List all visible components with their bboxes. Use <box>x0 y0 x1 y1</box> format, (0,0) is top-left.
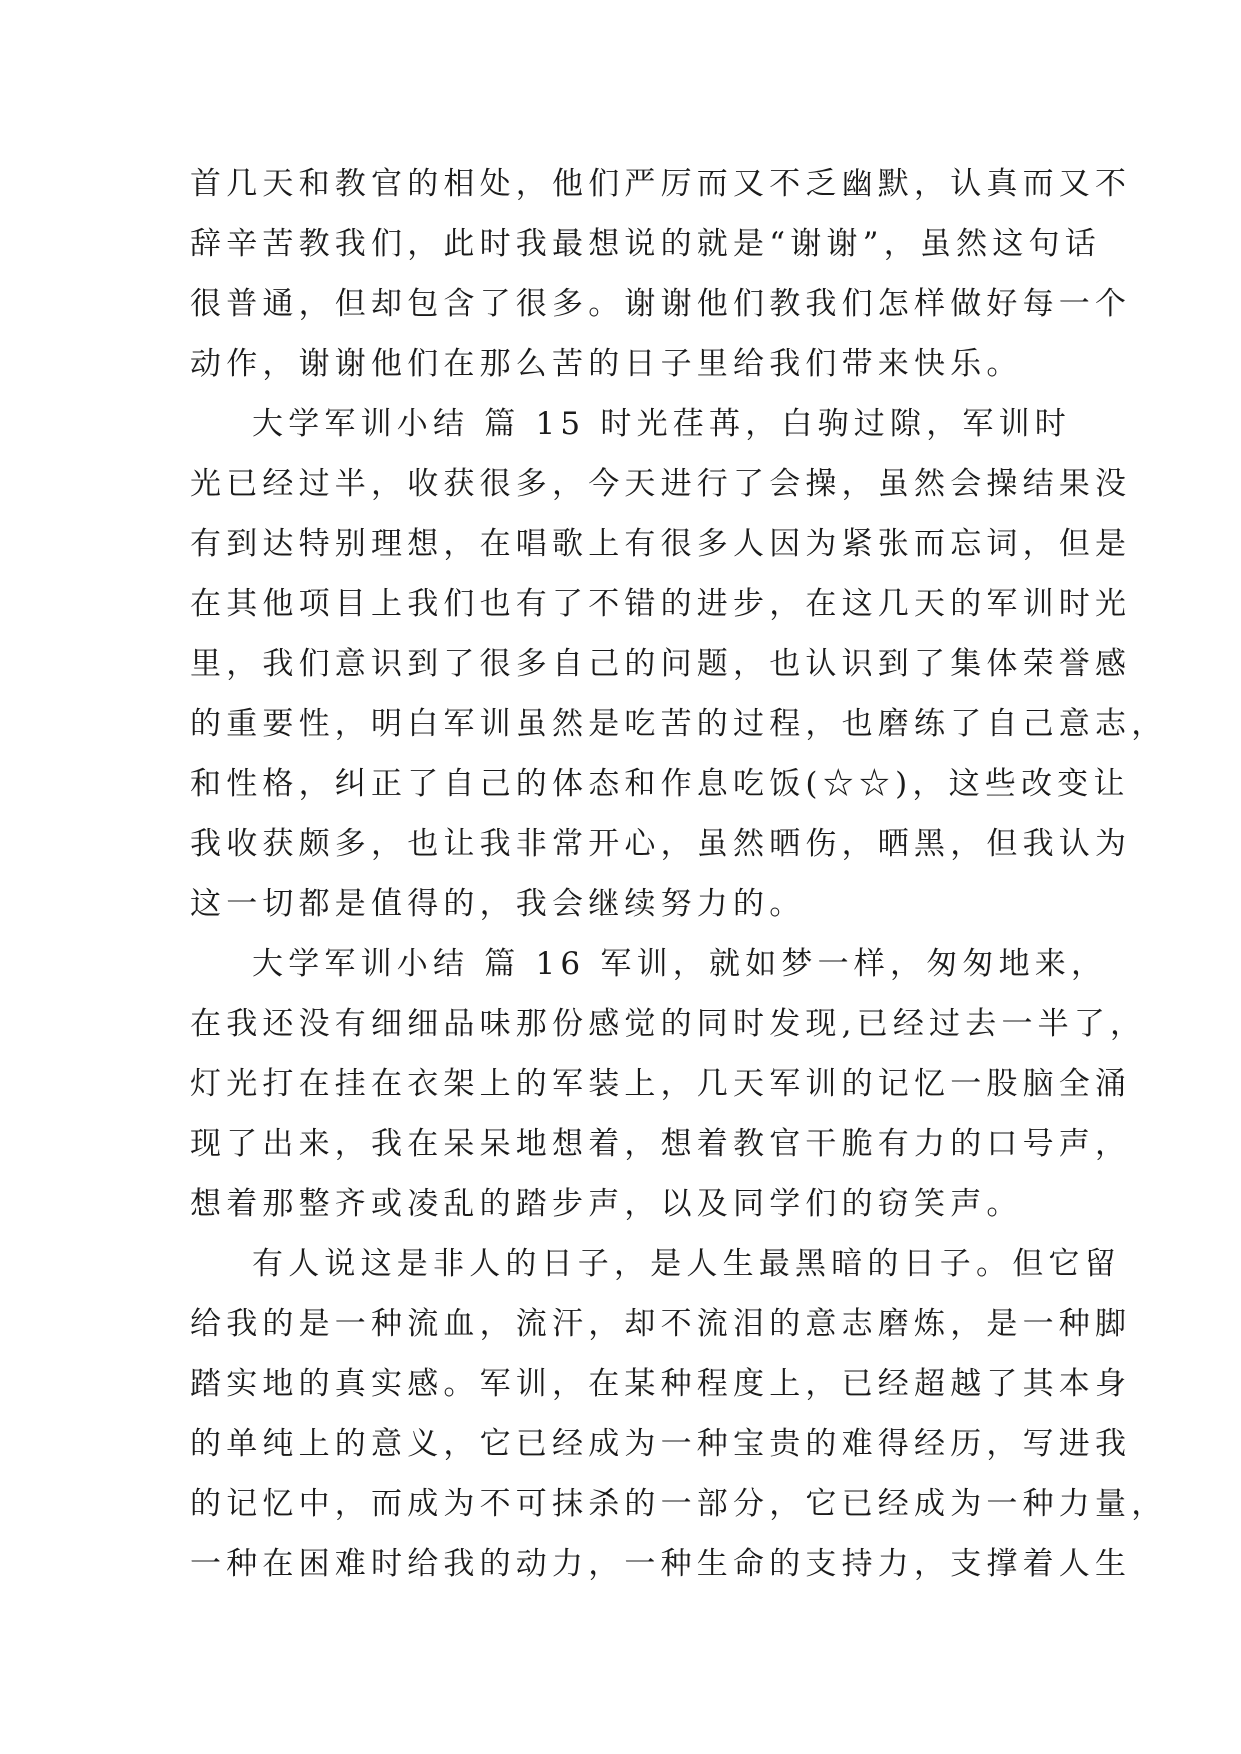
section-heading-line: 大学军训小结 篇 15 时光荏苒，白驹过隙，军训时 <box>252 406 1072 442</box>
text-line: 灯光打在挂在衣架上的军装上，几天军训的记忆一股脑全涌 <box>190 1066 1132 1102</box>
text-line: 现了出来，我在呆呆地想着，想着教官干脆有力的口号声， <box>190 1126 1132 1162</box>
text-line: 动作，谢谢他们在那么苦的日子里给我们带来快乐。 <box>190 346 1023 382</box>
text-line: 给我的是一种流血，流汗，却不流泪的意志磨炼，是一种脚 <box>190 1306 1132 1342</box>
text-line: 辞辛苦教我们，此时我最想说的就是“谢谢”，虽然这句话 <box>190 226 1101 262</box>
text-line: 和性格，纠正了自己的体态和作息吃饭(☆☆)，这些改变让 <box>190 766 1130 802</box>
paragraph-start-line: 有人说这是非人的日子，是人生最黑暗的日子。但它留 <box>252 1246 1121 1282</box>
text-line: 很普通，但却包含了很多。谢谢他们教我们怎样做好每一个 <box>190 286 1132 322</box>
text-line: 我收获颇多，也让我非常开心，虽然晒伤，晒黑，但我认为 <box>190 826 1132 862</box>
text-line: 光已经过半，收获很多，今天进行了会操，虽然会操结果没 <box>190 466 1132 502</box>
text-line: 里，我们意识到了很多自己的问题，也认识到了集体荣誉感 <box>190 646 1132 682</box>
text-line: 首几天和教官的相处，他们严厉而又不乏幽默，认真而又不 <box>190 166 1132 202</box>
text-line: 在其他项目上我们也有了不错的进步，在这几天的军训时光 <box>190 586 1132 622</box>
text-line: 踏实地的真实感。军训，在某种程度上，已经超越了其本身 <box>190 1366 1132 1402</box>
section-heading-line: 大学军训小结 篇 16 军训，就如梦一样，匆匆地来， <box>252 946 1108 982</box>
text-line: 的重要性，明白军训虽然是吃苦的过程，也磨练了自己意志， <box>190 706 1168 742</box>
text-line: 想着那整齐或凌乱的踏步声，以及同学们的窃笑声。 <box>190 1186 1023 1222</box>
text-line: 一种在困难时给我的动力，一种生命的支持力，支撑着人生 <box>190 1546 1132 1582</box>
text-line: 有到达特别理想，在唱歌上有很多人因为紧张而忘词，但是 <box>190 526 1132 562</box>
text-line: 这一切都是值得的，我会继续努力的。 <box>190 886 806 922</box>
text-line: 在我还没有细细品味那份感觉的同时发现,已经过去一半了， <box>190 1006 1147 1042</box>
text-line: 的记忆中，而成为不可抹杀的一部分，它已经成为一种力量， <box>190 1486 1168 1522</box>
text-line: 的单纯上的意义，它已经成为一种宝贵的难得经历，写进我 <box>190 1426 1132 1462</box>
